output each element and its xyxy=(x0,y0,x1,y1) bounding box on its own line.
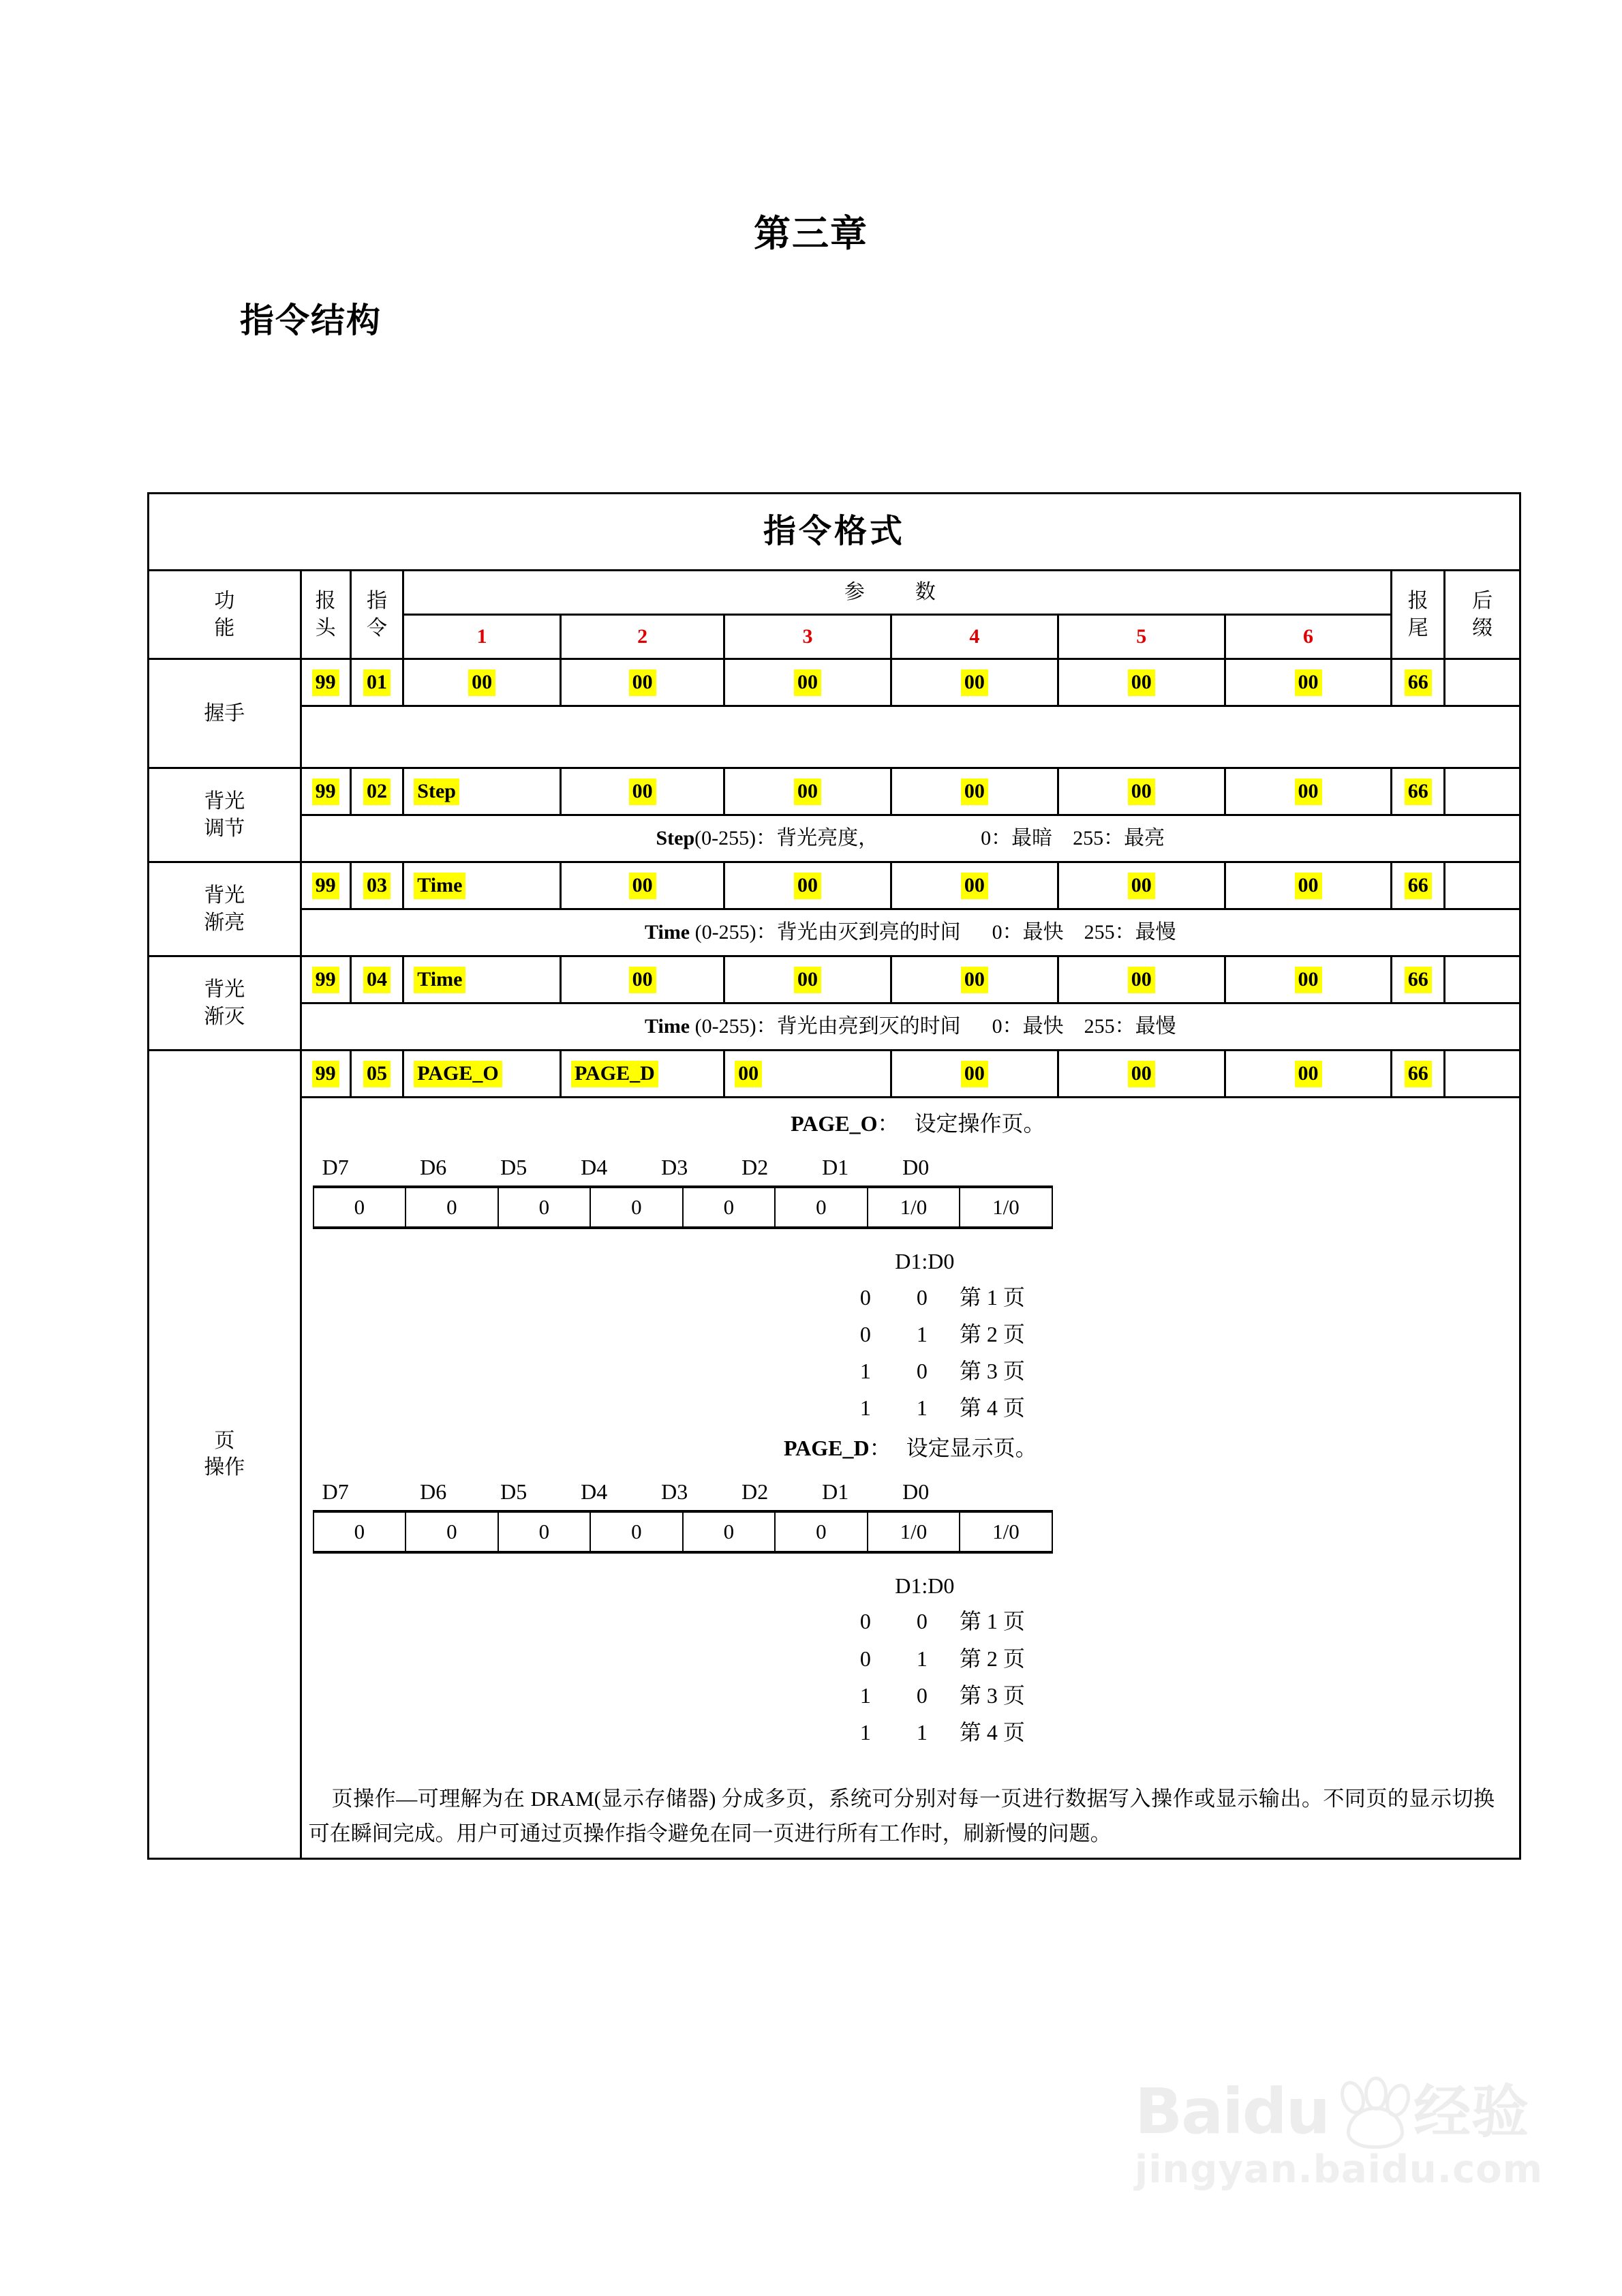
cell-param-6 xyxy=(1225,956,1392,1003)
highlight-value: 00 xyxy=(794,669,821,696)
header-command xyxy=(350,571,403,659)
page-o-map-title: D1:D0 xyxy=(895,1249,955,1274)
cell-header-byte xyxy=(301,1051,350,1098)
highlight-value: 00 xyxy=(794,779,821,805)
baidu-jingyan-watermark xyxy=(1135,2075,1544,2222)
header-suffix-label: 后 缀 xyxy=(1472,588,1493,640)
page-name: 第 1 页 xyxy=(959,1284,1025,1310)
page-o-name: PAGE_O xyxy=(791,1111,878,1136)
header-param-3: 3 xyxy=(724,615,891,659)
row-function-label: 握手 xyxy=(204,701,245,725)
bit-d0: 1 xyxy=(916,1395,928,1421)
bit-d0: 0 xyxy=(916,1609,928,1634)
note-keyword: Step xyxy=(656,827,695,850)
row-function-page-operation xyxy=(149,1051,301,1859)
note-range: 0：最快 255：最慢 xyxy=(992,1015,1176,1038)
cell-param-1 xyxy=(403,768,561,815)
cell-param-1 xyxy=(403,659,561,706)
bit-d1: 1 xyxy=(859,1720,871,1745)
highlight-value: 00 xyxy=(1128,967,1155,993)
bit-label: D2 xyxy=(741,1155,769,1180)
bit-d1: 0 xyxy=(859,1284,871,1310)
table-row xyxy=(149,768,1520,815)
bit-value: 1/0 xyxy=(960,1187,1052,1228)
highlight-value: 66 xyxy=(1405,1061,1432,1087)
page-o-colon: ： xyxy=(877,1111,900,1136)
page-o-map-row xyxy=(352,1393,1519,1422)
note-keyword: Time xyxy=(645,1015,690,1038)
header-function xyxy=(149,571,301,659)
highlight-value: 01 xyxy=(363,669,391,696)
cell-param-3 xyxy=(724,862,891,909)
note-handshake xyxy=(301,706,1520,768)
highlight-value: 00 xyxy=(468,669,495,696)
paw-print-icon xyxy=(1336,2079,1407,2145)
bit-label: D0 xyxy=(902,1155,930,1180)
watermark-url: jingyan.baidu.com xyxy=(1135,2147,1544,2192)
bit-label: D5 xyxy=(500,1155,527,1180)
cell-param-4 xyxy=(891,1051,1058,1098)
cell-param-1 xyxy=(403,1051,561,1098)
bit-label: D3 xyxy=(661,1479,688,1504)
bit-label: D4 xyxy=(581,1479,608,1504)
page-d-map-title: D1:D0 xyxy=(895,1573,955,1599)
cell-suffix xyxy=(1445,659,1520,706)
cell-param-3 xyxy=(724,956,891,1003)
highlight-value: 66 xyxy=(1405,669,1432,696)
highlight-value: 00 xyxy=(961,779,988,805)
row-function-label: 背光 调节 xyxy=(204,789,245,841)
header-tail-byte xyxy=(1392,571,1445,659)
table-title: 指令格式 xyxy=(149,494,1520,571)
page-o-bit-labels xyxy=(313,1153,1053,1181)
page-o-map-row xyxy=(352,1357,1519,1385)
cell-param-5 xyxy=(1058,862,1225,909)
cell-param-4 xyxy=(891,768,1058,815)
highlight-value: 66 xyxy=(1405,779,1432,805)
header-header-byte-label: 报 头 xyxy=(315,588,336,640)
note-backlight-fade-in xyxy=(301,909,1520,956)
bit-label: D6 xyxy=(420,1479,447,1504)
bit-label: D7 xyxy=(322,1155,349,1180)
page-operation-detail xyxy=(301,1098,1520,1859)
note-body: (0-255)：背光亮度， xyxy=(694,827,879,850)
bit-d0: 1 xyxy=(916,1720,928,1745)
cell-tail-byte xyxy=(1392,768,1445,815)
bit-value: 0 xyxy=(775,1187,868,1228)
note-backlight-fade-out xyxy=(301,1003,1520,1051)
bit-label: D1 xyxy=(822,1155,849,1180)
bit-value-row xyxy=(313,1511,1052,1552)
cell-param-5 xyxy=(1058,768,1225,815)
watermark-brand xyxy=(1135,2075,1544,2148)
table-note-row xyxy=(149,706,1520,768)
row-function-label: 背光 渐灭 xyxy=(204,977,245,1029)
header-suffix xyxy=(1445,571,1520,659)
page-d-map-row xyxy=(352,1644,1519,1673)
table-row xyxy=(149,862,1520,909)
cell-suffix xyxy=(1445,956,1520,1003)
watermark-brand-cn: 经验 xyxy=(1413,2079,1530,2145)
table-note-row xyxy=(149,1003,1520,1051)
page-o-map-row xyxy=(352,1320,1519,1348)
highlight-value: 00 xyxy=(629,873,656,899)
cell-command xyxy=(350,768,403,815)
page-operation-paragraph: 页操作—可理解为在 DRAM(显示存储器) 分成多页，系统可分别对每一页进行数据写入操作或显示输出。不同页的显示切换可在瞬间完成。用户可通过页操作指令避免在同一页进行所有工作时，刷新慢的问题。 xyxy=(308,1787,1495,1845)
highlight-value: 00 xyxy=(1128,669,1155,696)
highlight-value: 00 xyxy=(629,669,656,696)
cell-param-2 xyxy=(561,659,724,706)
row-function-backlight-fade-in xyxy=(149,862,301,956)
bit-label: D5 xyxy=(500,1479,527,1504)
bit-d1: 0 xyxy=(859,1609,871,1634)
cell-suffix xyxy=(1445,768,1520,815)
highlight-value: Step xyxy=(414,779,459,805)
cell-suffix xyxy=(1445,1051,1520,1098)
header-param-4: 4 xyxy=(891,615,1058,659)
highlight-value: PAGE_D xyxy=(571,1061,658,1087)
cell-command xyxy=(350,956,403,1003)
bit-value: 0 xyxy=(683,1187,776,1228)
highlight-value: 00 xyxy=(961,669,988,696)
cell-tail-byte xyxy=(1392,1051,1445,1098)
note-body: (0-255)：背光由灭到亮的时间 xyxy=(690,921,961,944)
table-row xyxy=(149,659,1520,706)
page-d-map-row xyxy=(352,1718,1519,1747)
highlight-value: 66 xyxy=(1405,967,1432,993)
cell-param-5 xyxy=(1058,956,1225,1003)
note-range: 0：最暗 255：最亮 xyxy=(981,827,1165,850)
cell-tail-byte xyxy=(1392,862,1445,909)
bit-value: 0 xyxy=(406,1187,498,1228)
bit-label: D1 xyxy=(822,1479,849,1504)
page-o-description: 设定操作页。 xyxy=(914,1111,1045,1136)
table-note-row xyxy=(149,909,1520,956)
command-format-table xyxy=(147,492,1521,1860)
bit-label: D2 xyxy=(741,1479,769,1504)
cell-param-3 xyxy=(724,1051,891,1098)
bit-d1: 0 xyxy=(859,1321,871,1346)
highlight-value: 02 xyxy=(363,779,391,805)
highlight-value: 00 xyxy=(735,1061,762,1087)
highlight-value: 00 xyxy=(1128,873,1155,899)
bit-value: 0 xyxy=(590,1511,683,1552)
cell-param-2 xyxy=(561,956,724,1003)
highlight-value: 00 xyxy=(961,1061,988,1087)
row-function-label: 背光 渐亮 xyxy=(204,883,245,935)
bit-label: D0 xyxy=(902,1479,930,1504)
row-function-label: 页 操作 xyxy=(204,1428,245,1480)
page-d-map-row xyxy=(352,1681,1519,1710)
cell-param-5 xyxy=(1058,659,1225,706)
highlight-value: Time xyxy=(414,967,465,993)
cell-param-1 xyxy=(403,862,561,909)
header-param-2: 2 xyxy=(561,615,724,659)
cell-header-byte xyxy=(301,659,350,706)
table-row xyxy=(149,956,1520,1003)
bit-value: 0 xyxy=(313,1187,406,1228)
bit-d0: 0 xyxy=(916,1284,928,1310)
cell-param-6 xyxy=(1225,659,1392,706)
highlight-value: 66 xyxy=(1405,873,1432,899)
page-name: 第 2 页 xyxy=(959,1646,1025,1671)
bit-d0: 1 xyxy=(916,1646,928,1671)
highlight-value: 00 xyxy=(629,967,656,993)
page-name: 第 2 页 xyxy=(959,1321,1025,1346)
highlight-value: 00 xyxy=(1295,967,1322,993)
bit-label: D6 xyxy=(420,1155,447,1180)
bit-value-row xyxy=(313,1187,1052,1228)
highlight-value: 00 xyxy=(794,967,821,993)
page-o-map-row xyxy=(352,1283,1519,1312)
bit-d0: 0 xyxy=(916,1359,928,1384)
bit-value: 1/0 xyxy=(960,1511,1052,1552)
page-d-name: PAGE_D xyxy=(783,1435,870,1460)
bit-value: 0 xyxy=(406,1511,498,1552)
cell-suffix xyxy=(1445,862,1520,909)
page-o-label xyxy=(302,1109,1519,1138)
header-tail-byte-label: 报 尾 xyxy=(1407,588,1428,640)
bit-value: 0 xyxy=(775,1511,868,1552)
page-name: 第 4 页 xyxy=(959,1395,1025,1421)
page-o-bit-table xyxy=(313,1185,1053,1229)
highlight-value: 04 xyxy=(363,967,391,993)
header-function-label: 功 能 xyxy=(214,588,235,640)
bit-label: D4 xyxy=(581,1155,608,1180)
cell-param-4 xyxy=(891,956,1058,1003)
header-param-1: 1 xyxy=(403,615,561,659)
page-name: 第 1 页 xyxy=(959,1609,1025,1634)
highlight-value: 00 xyxy=(1295,873,1322,899)
cell-command xyxy=(350,862,403,909)
bit-d1: 0 xyxy=(859,1646,871,1671)
cell-param-4 xyxy=(891,862,1058,909)
highlight-value: 00 xyxy=(1295,779,1322,805)
cell-tail-byte xyxy=(1392,659,1445,706)
cell-param-6 xyxy=(1225,1051,1392,1098)
highlight-value: 03 xyxy=(363,873,391,899)
highlight-value: PAGE_O xyxy=(414,1061,502,1087)
bit-label: D7 xyxy=(322,1479,349,1504)
highlight-value: 00 xyxy=(961,873,988,899)
page-name: 第 3 页 xyxy=(959,1682,1025,1708)
table-row xyxy=(149,1051,1520,1098)
bit-value: 0 xyxy=(313,1511,406,1552)
bit-d0: 1 xyxy=(916,1321,928,1346)
highlight-value: 99 xyxy=(312,669,339,696)
page-d-bit-table xyxy=(313,1510,1053,1554)
note-keyword: Time xyxy=(645,921,690,944)
cell-command xyxy=(350,659,403,706)
page-name: 第 4 页 xyxy=(959,1720,1025,1745)
bit-d1: 1 xyxy=(859,1395,871,1421)
highlight-value: 00 xyxy=(629,779,656,805)
highlight-value: 00 xyxy=(1295,1061,1322,1087)
cell-param-3 xyxy=(724,768,891,815)
row-function-backlight-fade-out xyxy=(149,956,301,1051)
page-name: 第 3 页 xyxy=(959,1359,1025,1384)
note-backlight-adjust xyxy=(301,815,1520,862)
table-note-row xyxy=(149,815,1520,862)
highlight-value: 05 xyxy=(363,1061,391,1087)
bit-value: 0 xyxy=(590,1187,683,1228)
cell-param-2 xyxy=(561,1051,724,1098)
cell-param-2 xyxy=(561,862,724,909)
header-param-5: 5 xyxy=(1058,615,1225,659)
header-params-group: 参 数 xyxy=(403,571,1392,615)
row-function-backlight-adjust xyxy=(149,768,301,862)
row-function-handshake xyxy=(149,659,301,768)
page-d-colon: ： xyxy=(869,1435,891,1460)
cell-header-byte xyxy=(301,768,350,815)
header-param-6: 6 xyxy=(1225,615,1392,659)
cell-param-1 xyxy=(403,956,561,1003)
page-operation-detail-row xyxy=(149,1098,1520,1859)
highlight-value: 00 xyxy=(1128,1061,1155,1087)
page-d-label xyxy=(302,1434,1519,1462)
page-d-map-row xyxy=(352,1607,1519,1635)
bit-value: 0 xyxy=(498,1187,591,1228)
highlight-value: 00 xyxy=(1128,779,1155,805)
section-title: 指令结构 xyxy=(240,301,382,340)
bit-value: 1/0 xyxy=(868,1187,960,1228)
cell-param-4 xyxy=(891,659,1058,706)
highlight-value: 99 xyxy=(312,873,339,899)
header-command-label: 指 令 xyxy=(366,588,387,640)
table-title-row xyxy=(149,494,1520,571)
highlight-value: 99 xyxy=(312,967,339,993)
note-body: (0-255)：背光由亮到灭的时间 xyxy=(690,1015,961,1038)
cell-param-6 xyxy=(1225,862,1392,909)
page-d-description: 设定显示页。 xyxy=(906,1435,1037,1460)
header-header-byte xyxy=(301,571,350,659)
cell-param-6 xyxy=(1225,768,1392,815)
highlight-value: 00 xyxy=(1295,669,1322,696)
bit-d0: 0 xyxy=(916,1682,928,1708)
highlight-value: Time xyxy=(414,873,465,899)
chapter-title: 第三章 xyxy=(754,212,868,255)
bit-value: 0 xyxy=(498,1511,591,1552)
table-header-row-1 xyxy=(149,571,1520,615)
highlight-value: 99 xyxy=(312,779,339,805)
cell-tail-byte xyxy=(1392,956,1445,1003)
page-d-bit-labels xyxy=(313,1477,1053,1506)
highlight-value: 00 xyxy=(794,873,821,899)
cell-param-2 xyxy=(561,768,724,815)
bit-d1: 1 xyxy=(859,1682,871,1708)
bit-d1: 1 xyxy=(859,1359,871,1384)
bit-value: 0 xyxy=(683,1511,776,1552)
bit-value: 1/0 xyxy=(868,1511,960,1552)
watermark-brand-latin: Baidu xyxy=(1135,2075,1330,2148)
cell-param-3 xyxy=(724,659,891,706)
cell-header-byte xyxy=(301,956,350,1003)
note-range: 0：最快 255：最慢 xyxy=(992,921,1176,944)
cell-param-5 xyxy=(1058,1051,1225,1098)
cell-header-byte xyxy=(301,862,350,909)
bit-label: D3 xyxy=(661,1155,688,1180)
highlight-value: 99 xyxy=(312,1061,339,1087)
cell-command xyxy=(350,1051,403,1098)
highlight-value: 00 xyxy=(961,967,988,993)
